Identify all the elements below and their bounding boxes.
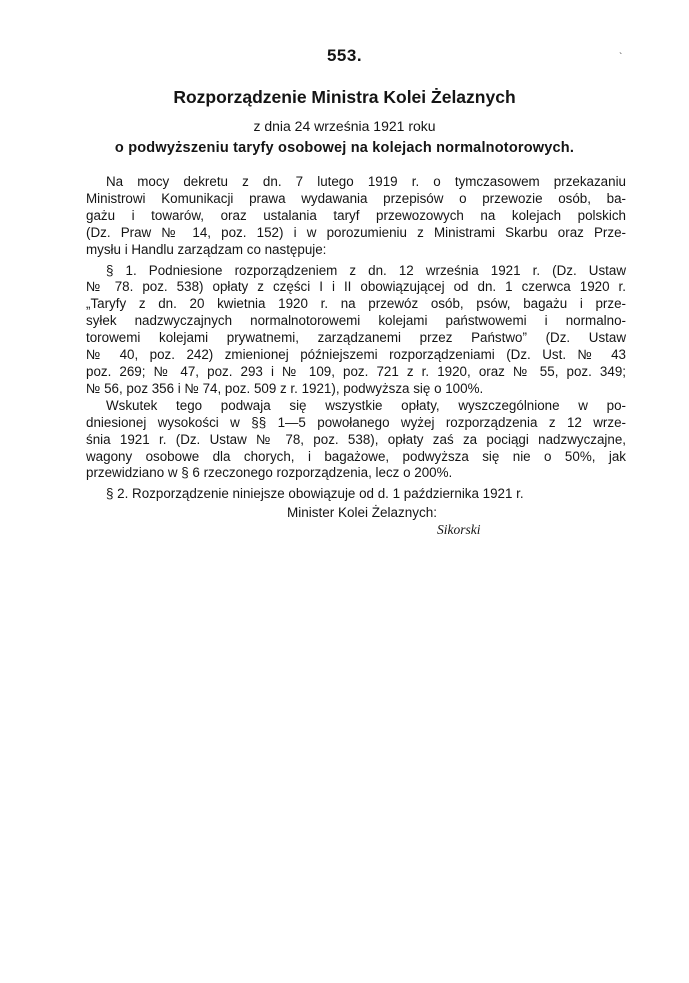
preamble-line: (Dz. Praw № 14, poz. 152) i w porozumieniu z Ministrami Skarbu oraz Prze- bbox=[86, 224, 626, 240]
document-subject: o podwyższeniu taryfy osobowej na kolejach normalnotorowych. bbox=[114, 140, 575, 156]
document-date: z dnia 24 września 1921 roku bbox=[253, 118, 436, 134]
document-title: Rozporządzenie Ministra Kolei Żelaznych bbox=[173, 87, 516, 107]
signer-name: Sikorski bbox=[437, 522, 481, 537]
section-1-line: „Taryfy z dn. 20 kwietnia 1920 r. na przewóz osób, psów, bagażu i prze- bbox=[86, 296, 626, 312]
section-1-line: syłek nadzwyczajnych normalnotorowemi kolejami państwowemi i normalno- bbox=[86, 313, 626, 329]
preamble-line: mysłu i Handlu zarządzam co następuje: bbox=[86, 241, 327, 257]
section-2-paragraph bbox=[86, 486, 626, 503]
preamble-line: gażu i towarów, oraz ustalania taryf przewozowych na kolejach polskich bbox=[86, 207, 626, 223]
minister-title: Minister Kolei Żelaznych: bbox=[287, 505, 438, 520]
section-1-line: № 40, poz. 242) zmienionej późniejszemi rozporządzeniami (Dz. Ust. № 43 bbox=[86, 347, 626, 363]
section-1-line: № 56, poz 356 i № 74, poz. 509 z r. 1921), podwyższa się o 100%. bbox=[86, 380, 484, 396]
section-1-line: poz. 269; № 47, poz. 293 i № 109, poz. 721 z r. 1920, oraz № 55, poz. 349; bbox=[86, 363, 626, 379]
section-2-line: § 2. Rozporządzenie niniejsze obowiązuje od d. 1 października 1921 r. bbox=[106, 486, 524, 502]
section-1-cont-line: wagony osobowe dla chorych, i bagażowe, podwyższa się nie o 50%, jak bbox=[86, 448, 626, 464]
page-number: 553. bbox=[326, 46, 363, 65]
section-1-line: torowemi kolejami prywatnemi, zarządzanemi przez Państwo” (Dz. Ustaw bbox=[86, 330, 626, 346]
preamble-line: Na mocy dekretu z dn. 7 lutego 1919 r. o tymczasowem przekazaniu bbox=[106, 174, 626, 189]
corner-mark: ` bbox=[619, 52, 623, 63]
preamble-line: Ministrowi Komunikacji prawa wydawania przepisów o przewozie osób, ba- bbox=[86, 190, 626, 206]
section-1-line: § 1. Podniesione rozporządzeniem z dn. 12 września 1921 r. (Dz. Ustaw bbox=[106, 262, 626, 278]
section-1-cont-line: przewidziano w § 6 rzeczonego rozporządzenia, lecz o 200%. bbox=[86, 465, 453, 481]
section-1-paragraph bbox=[86, 263, 626, 398]
section-1-line: № 78. poz. 538) opłaty z części I i II obowiązującej od dn. 1 czerwca 1920 r. bbox=[86, 279, 626, 295]
section-1-cont-line: śnia 1921 r. (Dz. Ustaw № 78, poz. 538), opłaty zaś za pociągi nadzwyczajne, bbox=[86, 431, 626, 447]
section-1-cont-line: Wskutek tego podwaja się wszystkie opłaty, wyszczególnione w po- bbox=[106, 397, 626, 413]
section-1-cont-line: dniesionej wysokości w §§ 1—5 powołanego wyżej rozporządzenia z 12 wrze- bbox=[86, 414, 626, 430]
document-body bbox=[86, 174, 626, 503]
section-1-continuation-paragraph bbox=[86, 398, 626, 483]
preamble-paragraph bbox=[86, 174, 626, 259]
